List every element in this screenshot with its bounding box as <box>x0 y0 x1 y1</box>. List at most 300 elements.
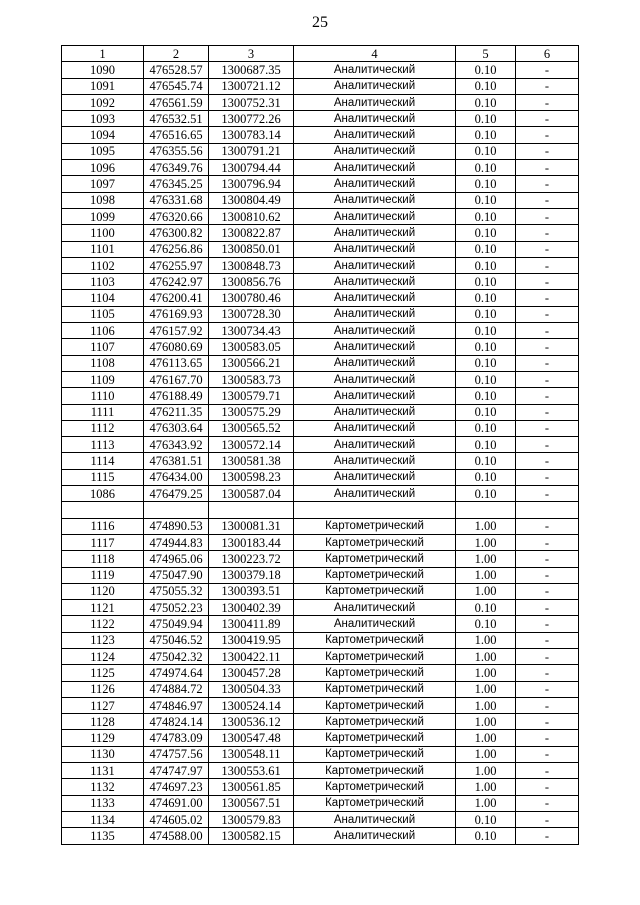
point-number-cell: 1110 <box>62 388 144 404</box>
x-coordinate-cell: 476561.59 <box>144 94 209 110</box>
x-coordinate-cell: 474965.06 <box>144 551 209 567</box>
header-cell: 4 <box>294 46 456 62</box>
x-coordinate-cell: 476479.25 <box>144 486 209 502</box>
method-cell: Аналитический <box>294 453 456 469</box>
accuracy-cell: 0.10 <box>456 241 516 257</box>
accuracy-cell: 1.00 <box>456 779 516 795</box>
note-cell: - <box>516 290 579 306</box>
table-row <box>62 176 579 192</box>
accuracy-cell: 0.10 <box>456 111 516 127</box>
accuracy-cell: 0.10 <box>456 143 516 159</box>
x-coordinate-cell: 474757.56 <box>144 746 209 762</box>
table-row <box>62 208 579 224</box>
y-coordinate-cell: 1300524.14 <box>209 697 294 713</box>
note-cell: - <box>516 176 579 192</box>
note-cell: - <box>516 779 579 795</box>
table-row <box>62 534 579 550</box>
y-coordinate-cell: 1300598.23 <box>209 469 294 485</box>
point-number-cell: 1092 <box>62 94 144 110</box>
point-number-cell: 1117 <box>62 534 144 550</box>
x-coordinate-cell: 476345.25 <box>144 176 209 192</box>
accuracy-cell: 0.10 <box>456 306 516 322</box>
note-cell: - <box>516 208 579 224</box>
table-row <box>62 62 579 78</box>
note-cell: - <box>516 192 579 208</box>
x-coordinate-cell: 476349.76 <box>144 160 209 176</box>
point-number-cell: 1130 <box>62 746 144 762</box>
y-coordinate-cell <box>209 502 294 518</box>
table-row <box>62 518 579 534</box>
table-row <box>62 583 579 599</box>
x-coordinate-cell: 476169.93 <box>144 306 209 322</box>
accuracy-cell: 0.10 <box>456 78 516 94</box>
x-coordinate-cell: 474697.23 <box>144 779 209 795</box>
note-cell: - <box>516 453 579 469</box>
x-coordinate-cell: 474747.97 <box>144 763 209 779</box>
method-cell: Аналитический <box>294 94 456 110</box>
accuracy-cell: 0.10 <box>456 811 516 827</box>
y-coordinate-cell: 1300796.94 <box>209 176 294 192</box>
table-row <box>62 567 579 583</box>
table-row <box>62 388 579 404</box>
method-cell: Аналитический <box>294 257 456 273</box>
x-coordinate-cell: 476200.41 <box>144 290 209 306</box>
y-coordinate-cell: 1300081.31 <box>209 518 294 534</box>
y-coordinate-cell: 1300553.61 <box>209 763 294 779</box>
method-cell: Аналитический <box>294 616 456 632</box>
note-cell: - <box>516 648 579 664</box>
header-cell: 2 <box>144 46 209 62</box>
method-cell: Аналитический <box>294 469 456 485</box>
point-number-cell: 1133 <box>62 795 144 811</box>
accuracy-cell: 1.00 <box>456 730 516 746</box>
point-number-cell: 1106 <box>62 323 144 339</box>
method-cell: Картометрический <box>294 763 456 779</box>
table-row <box>62 323 579 339</box>
table-row <box>62 437 579 453</box>
method-cell: Аналитический <box>294 339 456 355</box>
y-coordinate-cell: 1300804.49 <box>209 192 294 208</box>
method-cell: Картометрический <box>294 681 456 697</box>
point-number-cell <box>62 502 144 518</box>
y-coordinate-cell: 1300856.76 <box>209 274 294 290</box>
note-cell: - <box>516 795 579 811</box>
x-coordinate-cell: 474884.72 <box>144 681 209 697</box>
accuracy-cell: 0.10 <box>456 600 516 616</box>
point-number-cell: 1123 <box>62 632 144 648</box>
note-cell: - <box>516 665 579 681</box>
table-row <box>62 779 579 795</box>
note-cell: - <box>516 388 579 404</box>
method-cell: Аналитический <box>294 323 456 339</box>
point-number-cell: 1129 <box>62 730 144 746</box>
point-number-cell: 1098 <box>62 192 144 208</box>
method-cell: Аналитический <box>294 306 456 322</box>
accuracy-cell: 0.10 <box>456 274 516 290</box>
accuracy-cell: 1.00 <box>456 567 516 583</box>
accuracy-cell: 1.00 <box>456 648 516 664</box>
table-row <box>62 681 579 697</box>
table-row <box>62 648 579 664</box>
method-cell: Картометрический <box>294 697 456 713</box>
accuracy-cell: 1.00 <box>456 632 516 648</box>
method-cell: Аналитический <box>294 290 456 306</box>
note-cell: - <box>516 828 579 844</box>
note-cell: - <box>516 274 579 290</box>
table-row <box>62 828 579 844</box>
table-row <box>62 274 579 290</box>
accuracy-cell: 0.10 <box>456 323 516 339</box>
x-coordinate-cell: 476113.65 <box>144 355 209 371</box>
x-coordinate-cell: 476381.51 <box>144 453 209 469</box>
method-cell: Аналитический <box>294 208 456 224</box>
point-number-cell: 1125 <box>62 665 144 681</box>
point-number-cell: 1118 <box>62 551 144 567</box>
note-cell: - <box>516 681 579 697</box>
accuracy-cell: 1.00 <box>456 795 516 811</box>
method-cell: Картометрический <box>294 648 456 664</box>
table-row <box>62 665 579 681</box>
y-coordinate-cell: 1300581.38 <box>209 453 294 469</box>
accuracy-cell: 1.00 <box>456 518 516 534</box>
table-row <box>62 811 579 827</box>
y-coordinate-cell: 1300582.15 <box>209 828 294 844</box>
y-coordinate-cell: 1300567.51 <box>209 795 294 811</box>
method-cell: Аналитический <box>294 486 456 502</box>
method-cell: Картометрический <box>294 518 456 534</box>
note-cell: - <box>516 616 579 632</box>
method-cell: Картометрический <box>294 795 456 811</box>
note-cell: - <box>516 355 579 371</box>
table-row <box>62 225 579 241</box>
point-number-cell: 1107 <box>62 339 144 355</box>
accuracy-cell: 0.10 <box>456 388 516 404</box>
point-number-cell: 1111 <box>62 404 144 420</box>
y-coordinate-cell: 1300561.85 <box>209 779 294 795</box>
x-coordinate-cell: 474824.14 <box>144 714 209 730</box>
accuracy-cell: 0.10 <box>456 404 516 420</box>
method-cell: Аналитический <box>294 420 456 436</box>
x-coordinate-cell: 476331.68 <box>144 192 209 208</box>
note-cell: - <box>516 551 579 567</box>
table-row <box>62 127 579 143</box>
table-header <box>62 46 579 62</box>
table-row <box>62 697 579 713</box>
x-coordinate-cell: 476211.35 <box>144 404 209 420</box>
table-row <box>62 714 579 730</box>
method-cell: Аналитический <box>294 274 456 290</box>
y-coordinate-cell: 1300565.52 <box>209 420 294 436</box>
x-coordinate-cell: 476242.97 <box>144 274 209 290</box>
point-number-cell: 1103 <box>62 274 144 290</box>
x-coordinate-cell: 476255.97 <box>144 257 209 273</box>
point-number-cell: 1119 <box>62 567 144 583</box>
y-coordinate-cell: 1300687.35 <box>209 62 294 78</box>
y-coordinate-cell: 1300583.73 <box>209 371 294 387</box>
y-coordinate-cell: 1300728.30 <box>209 306 294 322</box>
method-cell: Картометрический <box>294 632 456 648</box>
method-cell: Аналитический <box>294 192 456 208</box>
x-coordinate-cell: 475047.90 <box>144 567 209 583</box>
x-coordinate-cell: 476303.64 <box>144 420 209 436</box>
accuracy-cell: 0.10 <box>456 62 516 78</box>
accuracy-cell: 0.10 <box>456 469 516 485</box>
y-coordinate-cell: 1300791.21 <box>209 143 294 159</box>
y-coordinate-cell: 1300379.18 <box>209 567 294 583</box>
accuracy-cell: 0.10 <box>456 160 516 176</box>
note-cell: - <box>516 583 579 599</box>
x-coordinate-cell: 475042.32 <box>144 648 209 664</box>
x-coordinate-cell: 475046.52 <box>144 632 209 648</box>
point-number-cell: 1109 <box>62 371 144 387</box>
table-row <box>62 143 579 159</box>
accuracy-cell: 1.00 <box>456 714 516 730</box>
accuracy-cell: 1.00 <box>456 551 516 567</box>
note-cell: - <box>516 160 579 176</box>
table-row <box>62 486 579 502</box>
point-number-cell: 1105 <box>62 306 144 322</box>
y-coordinate-cell: 1300547.48 <box>209 730 294 746</box>
accuracy-cell: 0.10 <box>456 437 516 453</box>
table-row <box>62 290 579 306</box>
y-coordinate-cell: 1300822.87 <box>209 225 294 241</box>
point-number-cell: 1115 <box>62 469 144 485</box>
point-number-cell: 1127 <box>62 697 144 713</box>
x-coordinate-cell: 476256.86 <box>144 241 209 257</box>
table-row <box>62 111 579 127</box>
point-number-cell: 1112 <box>62 420 144 436</box>
y-coordinate-cell: 1300794.44 <box>209 160 294 176</box>
header-cell: 5 <box>456 46 516 62</box>
y-coordinate-cell: 1300536.12 <box>209 714 294 730</box>
method-cell: Картометрический <box>294 583 456 599</box>
method-cell: Аналитический <box>294 176 456 192</box>
point-number-cell: 1122 <box>62 616 144 632</box>
method-cell: Картометрический <box>294 534 456 550</box>
point-number-cell: 1120 <box>62 583 144 599</box>
x-coordinate-cell: 474974.64 <box>144 665 209 681</box>
point-number-cell: 1113 <box>62 437 144 453</box>
accuracy-cell: 0.10 <box>456 616 516 632</box>
accuracy-cell: 0.10 <box>456 290 516 306</box>
method-cell: Картометрический <box>294 779 456 795</box>
y-coordinate-cell: 1300419.95 <box>209 632 294 648</box>
y-coordinate-cell: 1300457.28 <box>209 665 294 681</box>
point-number-cell: 1132 <box>62 779 144 795</box>
y-coordinate-cell: 1300850.01 <box>209 241 294 257</box>
point-number-cell: 1101 <box>62 241 144 257</box>
x-coordinate-cell: 476528.57 <box>144 62 209 78</box>
accuracy-cell: 0.10 <box>456 828 516 844</box>
x-coordinate-cell: 474890.53 <box>144 518 209 534</box>
x-coordinate-cell: 474605.02 <box>144 811 209 827</box>
note-cell: - <box>516 127 579 143</box>
y-coordinate-cell: 1300752.31 <box>209 94 294 110</box>
x-coordinate-cell: 476320.66 <box>144 208 209 224</box>
y-coordinate-cell: 1300411.89 <box>209 616 294 632</box>
point-number-cell: 1102 <box>62 257 144 273</box>
table-row <box>62 160 579 176</box>
x-coordinate-cell: 474846.97 <box>144 697 209 713</box>
coordinates-table <box>61 45 579 845</box>
note-cell: - <box>516 811 579 827</box>
x-coordinate-cell: 475055.32 <box>144 583 209 599</box>
note-cell: - <box>516 143 579 159</box>
accuracy-cell: 0.10 <box>456 371 516 387</box>
table-row <box>62 763 579 779</box>
note-cell: - <box>516 746 579 762</box>
method-cell: Картометрический <box>294 730 456 746</box>
header-cell: 3 <box>209 46 294 62</box>
point-number-cell: 1099 <box>62 208 144 224</box>
note-cell: - <box>516 567 579 583</box>
point-number-cell: 1100 <box>62 225 144 241</box>
x-coordinate-cell: 475049.94 <box>144 616 209 632</box>
x-coordinate-cell: 476545.74 <box>144 78 209 94</box>
note-cell: - <box>516 697 579 713</box>
x-coordinate-cell: 476080.69 <box>144 339 209 355</box>
method-cell: Аналитический <box>294 600 456 616</box>
table-row <box>62 632 579 648</box>
note-cell: - <box>516 763 579 779</box>
table-row <box>62 730 579 746</box>
accuracy-cell: 0.10 <box>456 420 516 436</box>
method-cell: Аналитический <box>294 371 456 387</box>
header-cell: 1 <box>62 46 144 62</box>
point-number-cell: 1126 <box>62 681 144 697</box>
point-number-cell: 1134 <box>62 811 144 827</box>
table-row <box>62 94 579 110</box>
accuracy-cell: 0.10 <box>456 127 516 143</box>
x-coordinate-cell: 474588.00 <box>144 828 209 844</box>
note-cell: - <box>516 404 579 420</box>
point-number-cell: 1096 <box>62 160 144 176</box>
y-coordinate-cell: 1300721.12 <box>209 78 294 94</box>
point-number-cell: 1104 <box>62 290 144 306</box>
point-number-cell: 1131 <box>62 763 144 779</box>
note-cell: - <box>516 323 579 339</box>
y-coordinate-cell: 1300583.05 <box>209 339 294 355</box>
x-coordinate-cell: 476516.65 <box>144 127 209 143</box>
y-coordinate-cell: 1300780.46 <box>209 290 294 306</box>
method-cell: Картометрический <box>294 665 456 681</box>
note-cell: - <box>516 600 579 616</box>
point-number-cell: 1124 <box>62 648 144 664</box>
note-cell: - <box>516 111 579 127</box>
note-cell: - <box>516 730 579 746</box>
method-cell: Аналитический <box>294 388 456 404</box>
accuracy-cell: 0.10 <box>456 208 516 224</box>
accuracy-cell: 0.10 <box>456 486 516 502</box>
point-number-cell: 1086 <box>62 486 144 502</box>
method-cell: Аналитический <box>294 127 456 143</box>
note-cell: - <box>516 306 579 322</box>
y-coordinate-cell: 1300587.04 <box>209 486 294 502</box>
table-row <box>62 355 579 371</box>
x-coordinate-cell: 476434.00 <box>144 469 209 485</box>
accuracy-cell: 1.00 <box>456 763 516 779</box>
table-row <box>62 78 579 94</box>
method-cell: Аналитический <box>294 355 456 371</box>
y-coordinate-cell: 1300575.29 <box>209 404 294 420</box>
note-cell: - <box>516 78 579 94</box>
method-cell: Картометрический <box>294 551 456 567</box>
y-coordinate-cell: 1300422.11 <box>209 648 294 664</box>
point-number-cell: 1108 <box>62 355 144 371</box>
accuracy-cell: 0.10 <box>456 94 516 110</box>
point-number-cell: 1095 <box>62 143 144 159</box>
table-row <box>62 551 579 567</box>
y-coordinate-cell: 1300393.51 <box>209 583 294 599</box>
accuracy-cell: 0.10 <box>456 192 516 208</box>
point-number-cell: 1097 <box>62 176 144 192</box>
point-number-cell: 1114 <box>62 453 144 469</box>
x-coordinate-cell: 476343.92 <box>144 437 209 453</box>
table-row <box>62 339 579 355</box>
x-coordinate-cell: 474944.83 <box>144 534 209 550</box>
table-row <box>62 420 579 436</box>
method-cell: Картометрический <box>294 746 456 762</box>
note-cell: - <box>516 371 579 387</box>
table-row <box>62 502 579 518</box>
x-coordinate-cell: 476355.56 <box>144 143 209 159</box>
table-row <box>62 306 579 322</box>
y-coordinate-cell: 1300572.14 <box>209 437 294 453</box>
page-number: 25 <box>312 14 328 31</box>
table-row <box>62 600 579 616</box>
note-cell: - <box>516 257 579 273</box>
table-row <box>62 746 579 762</box>
x-coordinate-cell: 475052.23 <box>144 600 209 616</box>
method-cell: Аналитический <box>294 143 456 159</box>
table-row <box>62 616 579 632</box>
note-cell: - <box>516 437 579 453</box>
method-cell: Аналитический <box>294 160 456 176</box>
accuracy-cell: 0.10 <box>456 355 516 371</box>
accuracy-cell: 1.00 <box>456 665 516 681</box>
note-cell: - <box>516 518 579 534</box>
accuracy-cell: 0.10 <box>456 339 516 355</box>
table-body <box>62 62 579 844</box>
y-coordinate-cell: 1300504.33 <box>209 681 294 697</box>
y-coordinate-cell: 1300734.43 <box>209 323 294 339</box>
note-cell: - <box>516 714 579 730</box>
point-number-cell: 1135 <box>62 828 144 844</box>
y-coordinate-cell: 1300579.71 <box>209 388 294 404</box>
table-row <box>62 795 579 811</box>
table-row <box>62 404 579 420</box>
note-cell: - <box>516 241 579 257</box>
point-number-cell: 1090 <box>62 62 144 78</box>
method-cell: Аналитический <box>294 811 456 827</box>
header-row <box>62 46 579 62</box>
x-coordinate-cell: 474783.09 <box>144 730 209 746</box>
y-coordinate-cell: 1300810.62 <box>209 208 294 224</box>
y-coordinate-cell: 1300183.44 <box>209 534 294 550</box>
accuracy-cell: 1.00 <box>456 583 516 599</box>
method-cell: Аналитический <box>294 62 456 78</box>
accuracy-cell: 0.10 <box>456 453 516 469</box>
table-row <box>62 241 579 257</box>
y-coordinate-cell: 1300783.14 <box>209 127 294 143</box>
method-cell <box>294 502 456 518</box>
table-row <box>62 371 579 387</box>
y-coordinate-cell: 1300402.39 <box>209 600 294 616</box>
method-cell: Аналитический <box>294 111 456 127</box>
note-cell: - <box>516 225 579 241</box>
y-coordinate-cell: 1300223.72 <box>209 551 294 567</box>
note-cell: - <box>516 534 579 550</box>
